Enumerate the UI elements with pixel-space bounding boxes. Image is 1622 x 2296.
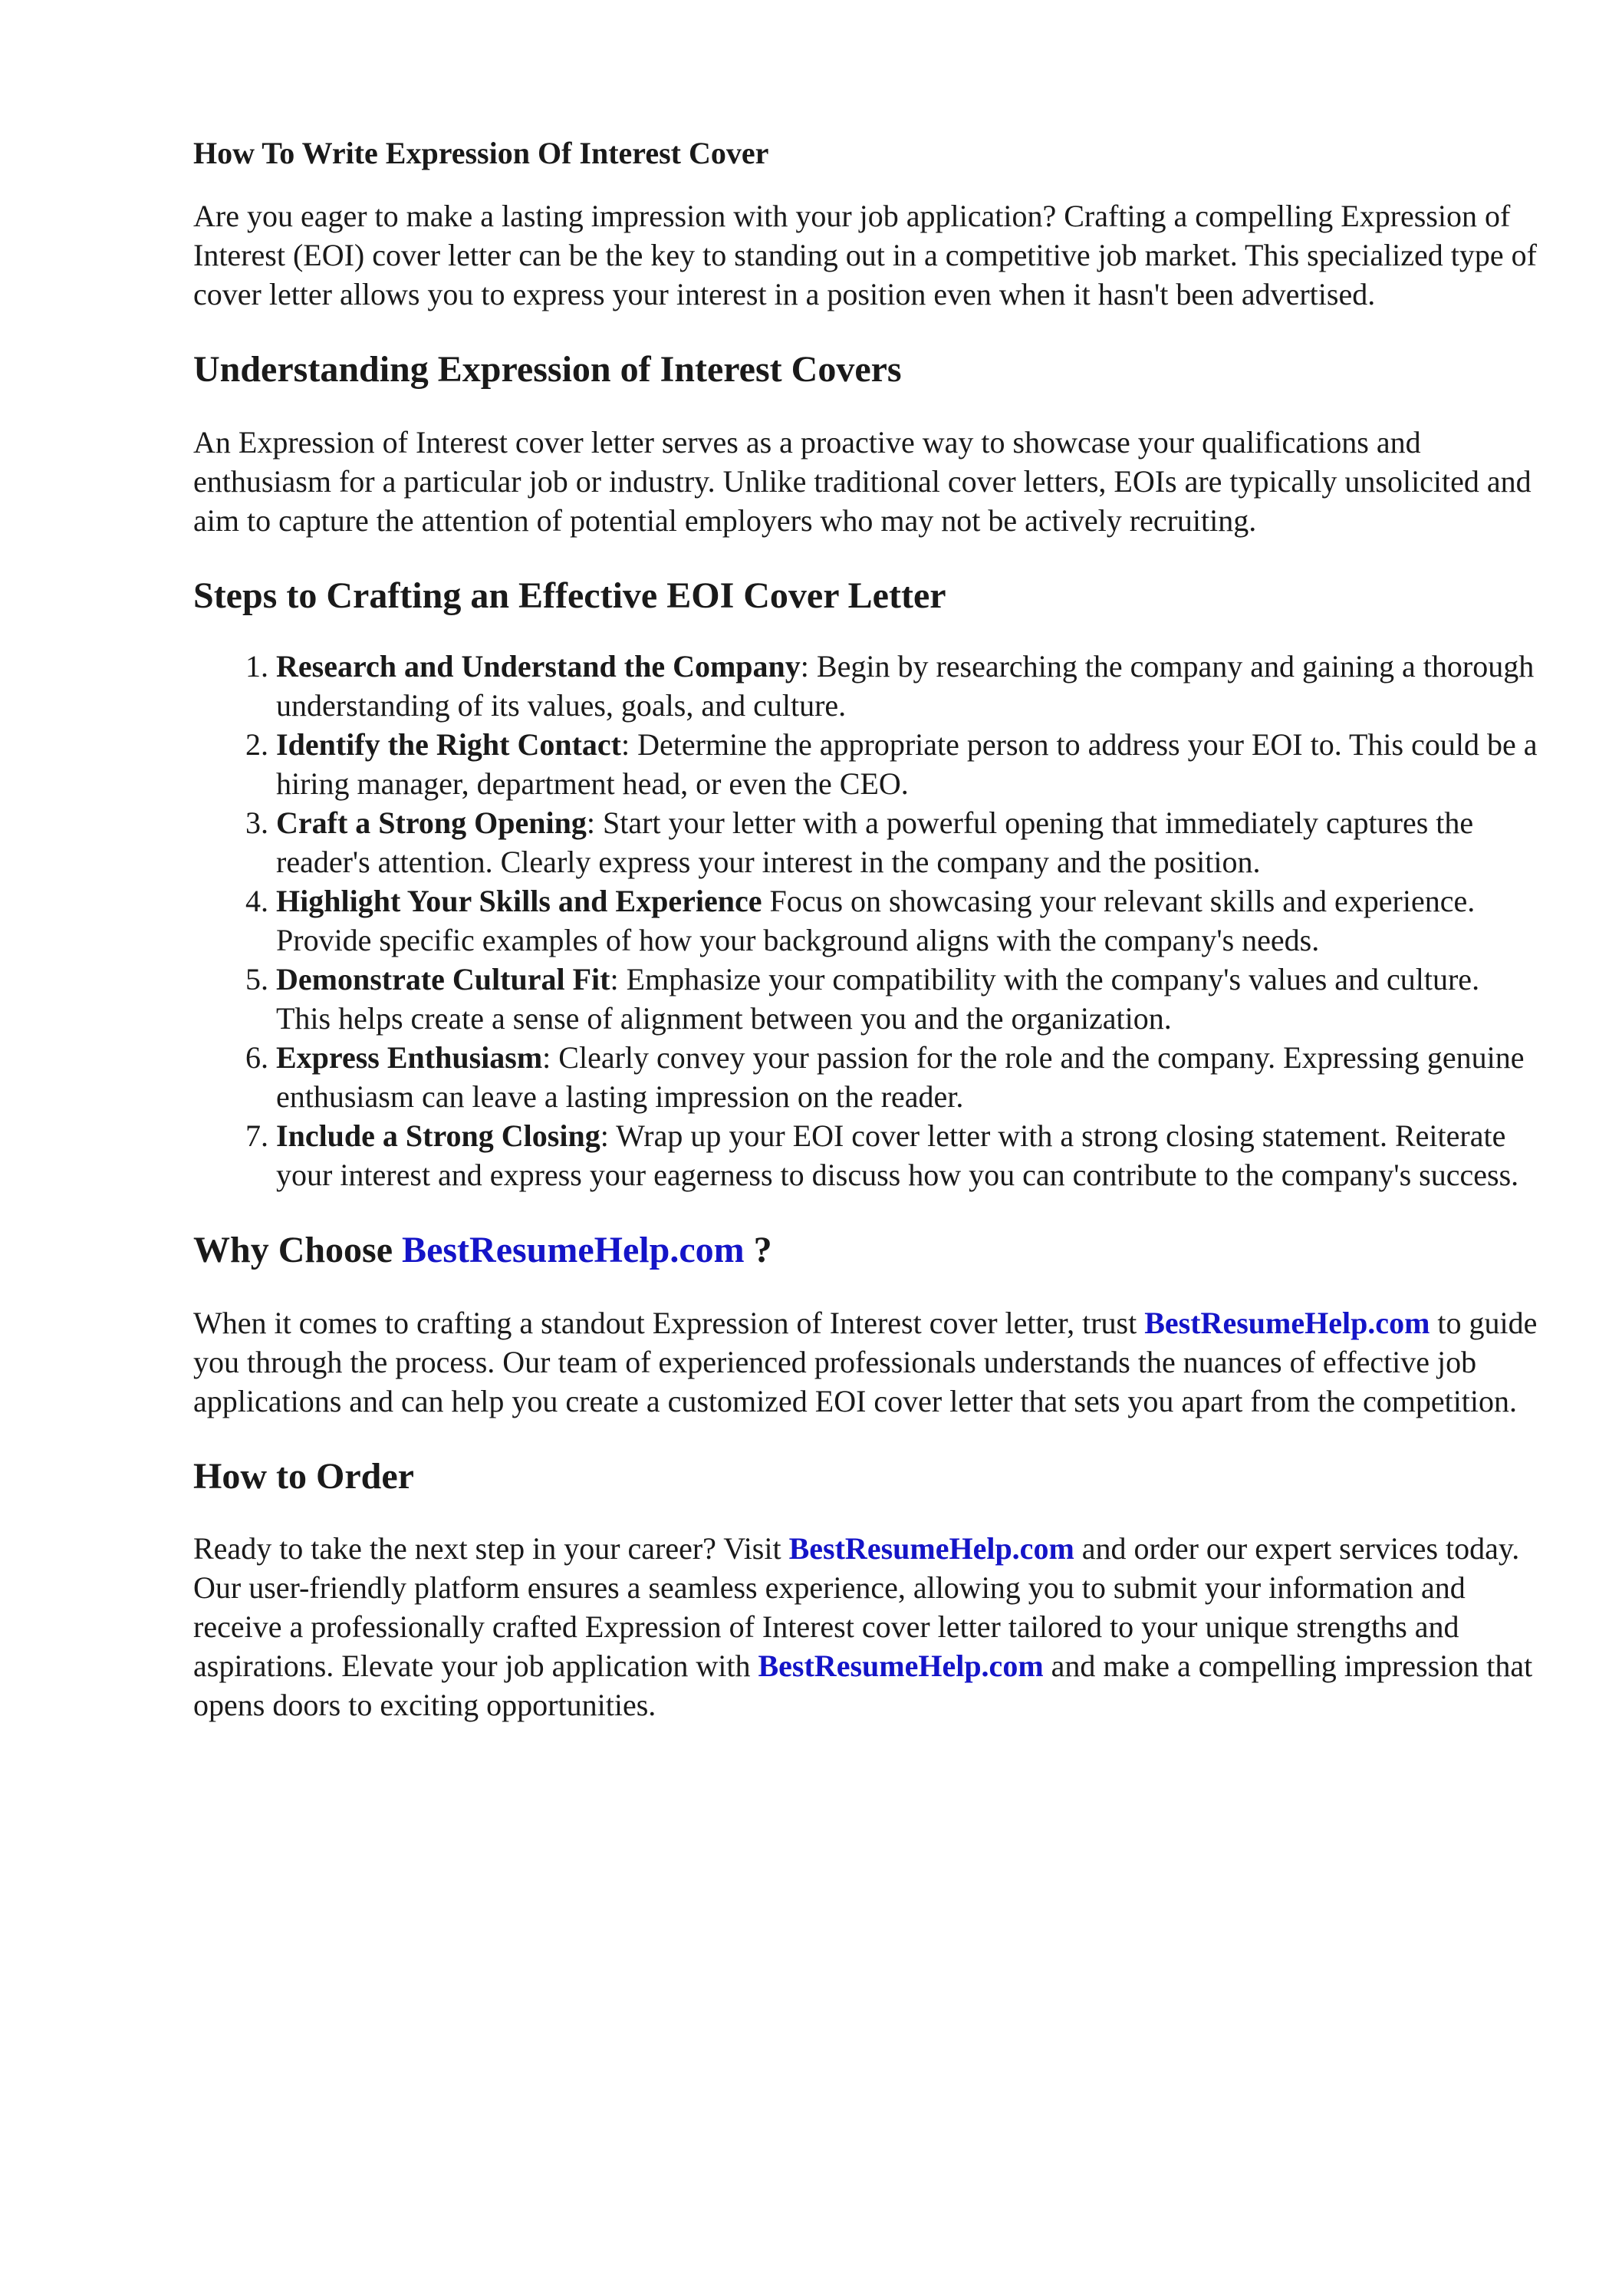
order-link-1[interactable]: BestResumeHelp.com — [788, 1531, 1074, 1566]
step-text: : Emphasize your compatibility with the company's values and culture. This helps create a sense of alignment between you and the organization. — [276, 962, 1480, 1036]
document-title: How To Write Expression Of Interest Cover — [193, 136, 769, 170]
step-text: : Start your letter with a powerful opening that immediately captures the reader's attention. Clearly express your interest in the company and the position. — [276, 805, 1474, 880]
step-term: Research and Understand the Company — [276, 649, 801, 684]
understanding-paragraph: An Expression of Interest cover letter serves as a proactive way to showcase your qualifications and enthusiasm for a particular job or industry. Unlike traditional cover letters, EOIs are typically unsolicited and aim to capture the attention of potential employers who may not be actively recruiting. — [193, 424, 1532, 538]
step-item-5 — [276, 960, 1538, 1038]
step-term: Demonstrate Cultural Fit — [276, 962, 610, 997]
step-term: Include a Strong Closing — [276, 1118, 600, 1154]
step-item-1 — [276, 647, 1538, 725]
step-item-4 — [276, 881, 1538, 960]
step-item-3 — [276, 803, 1538, 881]
steps-list — [193, 647, 1538, 1194]
why-heading-link[interactable]: BestResumeHelp.com — [402, 1230, 745, 1271]
steps-heading: Steps to Crafting an Effective EOI Cover Letter — [193, 575, 946, 616]
step-item-6 — [276, 1038, 1538, 1116]
order-text-post: and make a compelling impression that opens doors to exciting opportunities. — [193, 1649, 1533, 1723]
order-text-pre: Ready to take the next step in your career? Visit — [193, 1531, 789, 1566]
step-item-7 — [276, 1116, 1538, 1194]
order-heading: How to Order — [193, 1455, 414, 1497]
step-text: : Begin by researching the company and gaining a thorough understanding of its values, goals, and culture. — [276, 649, 1535, 723]
step-text: : Clearly convey your passion for the role and the company. Expressing genuine enthusiasm can leave a lasting impression on the reader. — [276, 1040, 1525, 1115]
intro-paragraph: Are you eager to make a lasting impression with your job application? Crafting a compelling Expression of Interest (EOI) cover letter can be the key to standing out in a competitive job market. This specialized type of cover letter allows you to express your interest in a position even when it hasn't been advertised. — [193, 199, 1537, 311]
why-heading-prefix: Why Choose — [193, 1230, 403, 1271]
step-text: Focus on showcasing your relevant skills and experience. Provide specific examples of how your background aligns with the company's needs. — [276, 884, 1476, 958]
order-text-mid: and order our expert services today. Our user-friendly platform ensures a seamless experience, allowing you to submit your information and receive a professionally crafted Expression of Interest cover letter tailored to your unique strengths and aspirations. Elevate your job application with — [193, 1531, 1520, 1684]
why-text-post: to guide you through the process. Our team of experienced professionals understands the nuances of effective job applications and can help you create a customized EOI cover letter that sets you apart from the competition. — [193, 1305, 1538, 1418]
step-term: Express Enthusiasm — [276, 1040, 543, 1076]
why-text-pre: When it comes to crafting a standout Expression of Interest cover letter, trust — [193, 1305, 1145, 1340]
step-text: : Wrap up your EOI cover letter with a strong closing statement. Reiterate your interest and express your eagerness to discuss how you can contribute to the company's success. — [276, 1118, 1519, 1193]
step-text: : Determine the appropriate person to address your EOI to. This could be a hiring manager, department head, or even the CEO. — [276, 727, 1538, 802]
why-body-link[interactable]: BestResumeHelp.com — [1144, 1305, 1430, 1340]
understanding-heading: Understanding Expression of Interest Covers — [193, 349, 902, 390]
step-item-2 — [276, 725, 1538, 803]
step-term: Identify the Right Contact — [276, 727, 621, 763]
order-paragraph — [193, 1529, 1538, 1724]
why-heading-suffix: ? — [744, 1230, 772, 1271]
step-term: Craft a Strong Opening — [276, 805, 587, 841]
why-heading — [193, 1228, 1538, 1273]
step-term: Highlight Your Skills and Experience — [276, 884, 762, 919]
why-paragraph — [193, 1303, 1538, 1421]
order-link-2[interactable]: BestResumeHelp.com — [758, 1649, 1044, 1684]
